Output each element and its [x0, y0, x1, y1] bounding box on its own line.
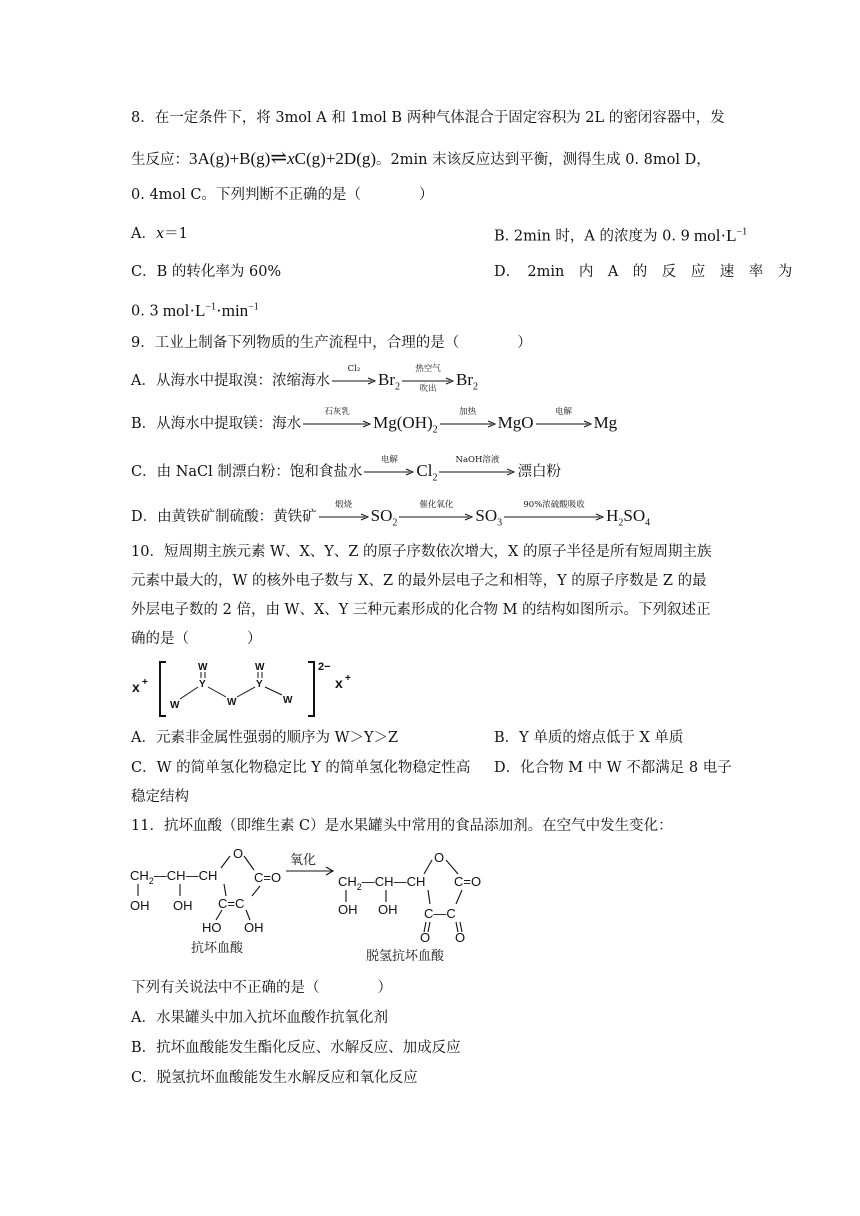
q8-option-d-cont: 0. 3 $mol\cdot L^{-1}\cdot\min^{-1}$ — [131, 300, 259, 320]
svg-text:Y: Y — [256, 679, 263, 690]
q8-stem-line3: 0. 4mol C。下列判断不正确的是（ ） — [131, 187, 434, 203]
q11-question: 下列有关说法中不正确的是（ ） — [131, 980, 392, 996]
compound-m-structure — [130, 656, 370, 722]
q10-stem-line1: 10．短周期主族元素 W、X、Y、Z 的原子序数依次增大，X 的原子半径是所有短周期主族 — [131, 544, 712, 560]
q11-stem: 11．抗坏血酸（即维生素 C）是水果罐头中常用的食品添加剂。在空气中发生变化： — [131, 818, 673, 834]
svg-text:CH2—CH—CH: $CH_2—CH—CH$ — [338, 874, 426, 892]
svg-text:抗坏血酸: 抗坏血酸 — [191, 940, 244, 955]
svg-text:W: W — [227, 697, 237, 708]
svg-text:W: W — [170, 700, 180, 711]
q8-equation: 3A(g)+B(g)⇌xC(g)+2D(g) — [189, 147, 377, 169]
svg-text:Y: Y — [199, 679, 206, 690]
q8-option-d: D． 2min 内 A 的 反 应 速 率 为 — [494, 264, 793, 280]
q9-option-c: C．由 NaCl 制漂白粉：饱和食盐水 电解 $Cl_2$ NaOH溶液 漂白粉 — [131, 455, 561, 484]
q9-option-b: B．从海水中提取镁：海水 石灰乳 $Mg(OH)_2$ 加热 MgO 电解 Mg — [131, 407, 618, 436]
q9-option-d: D．由黄铁矿制硫酸：黄铁矿 煅烧 $SO_2$ 催化氧化 $SO_3$ 90%浓硫酸吸收 $H_2SO_4$ — [131, 500, 651, 529]
q10-stem-line2: 元素中最大的，W 的核外电子数与 X、Z 的最外层电子之和相等，Y 的原子序数是 Z 的最 — [131, 573, 707, 589]
q8-option-b: B. 2min 时，A 的浓度为 0. 9 $mol\cdot L^{-1}$ — [494, 225, 748, 245]
q11-option-a: A．水果罐头中加入抗坏血酸作抗氧化剂 — [131, 1010, 388, 1026]
reaction-arrow: 加热 — [440, 414, 496, 434]
q10-option-a: A．元素非金属性强弱的顺序为 W＞Y＞Z — [131, 730, 399, 746]
svg-text:O: O — [434, 850, 445, 865]
q10-stem-line4: 确的是（ ） — [131, 631, 262, 647]
svg-text:OH: OH — [130, 898, 150, 913]
svg-text:氧化: 氧化 — [290, 852, 317, 867]
reaction-arrow: 煅烧 — [319, 507, 369, 527]
svg-text:O: O — [455, 930, 466, 945]
svg-text:OH: OH — [173, 898, 193, 913]
reaction-arrow: 90%浓硫酸吸收 — [504, 507, 604, 527]
q10-option-d: D．化合物 M 中 W 不都满足 8 电子 — [494, 760, 732, 776]
svg-text:脱氢抗坏血酸: 脱氢抗坏血酸 — [366, 948, 445, 963]
svg-text:+: + — [345, 673, 351, 684]
vitamin-c-oxidation-diagram — [128, 846, 508, 966]
q10-option-d-cont: 稳定结构 — [131, 789, 189, 805]
svg-text:W: W — [198, 662, 208, 673]
svg-text:O: O — [420, 930, 431, 945]
q10-option-c: C．W 的简单氢化物稳定比 Y 的简单氢化物稳定性高 — [131, 760, 471, 776]
svg-text:C=C: C=C — [218, 896, 245, 911]
q8-stem-line1: 8．在一定条件下，将 3mol A 和 1mol B 两种气体混合于固定容积为 2L 的密闭容器中，发 — [131, 110, 725, 126]
svg-text:C—C: C—C — [424, 906, 456, 921]
q9-stem: 9．工业上制备下列物质的生产流程中，合理的是（ ） — [131, 335, 532, 351]
svg-text:O: O — [233, 846, 244, 861]
q8-option-c: C．B 的转化率为 60% — [131, 264, 282, 280]
svg-text:W: W — [283, 695, 293, 706]
svg-text:OH: OH — [338, 902, 358, 917]
reaction-arrow: 石灰乳 — [303, 414, 371, 434]
svg-text:+: + — [142, 677, 148, 688]
q10-option-b: B．Y 单质的熔点低于 X 单质 — [494, 730, 684, 746]
svg-text:x: x — [335, 675, 343, 691]
q8-option-a: A．x＝1 — [131, 226, 188, 242]
svg-text:2−: 2− — [318, 661, 331, 673]
svg-text:C=O: C=O — [454, 874, 482, 889]
q9-option-a: A．从海水中提取溴：浓缩海水 Cl₂ $Br_2$ 热空气 吹出 $Br_2$ — [131, 364, 478, 394]
q8-stem-line2: 生反应：3A(g)+B(g)⇌xC(g)+2D(g)。2min 末该反应达到平衡，测得生成 0. 8mol D， — [131, 147, 711, 169]
q10-stem-line3: 外层电子数的 2 倍，由 W、X、Y 三种元素形成的化合物 M 的结构如图所示。下列叙述正 — [131, 602, 711, 618]
svg-text:C=O: C=O — [254, 870, 282, 885]
q11-option-c: C．脱氢抗坏血酸能发生水解反应和氧化反应 — [131, 1070, 418, 1086]
svg-text:OH: OH — [378, 902, 398, 917]
svg-text:x: x — [132, 679, 140, 695]
reaction-arrow: 电解 — [364, 462, 414, 482]
reaction-arrow: 电解 — [536, 414, 592, 434]
svg-text:CH2—CH—CH: $CH_2—CH—CH$ — [130, 868, 218, 886]
reaction-arrow: 催化氧化 — [399, 507, 473, 527]
svg-text:HO: HO — [202, 920, 222, 935]
svg-text:W: W — [255, 662, 265, 673]
reaction-arrow: Cl₂ — [332, 371, 376, 391]
reaction-arrow: 热空气 吹出 — [402, 371, 454, 391]
svg-text:OH: OH — [244, 920, 264, 935]
reaction-arrow: NaOH溶液 — [439, 462, 515, 482]
q11-option-b: B．抗坏血酸能发生酯化反应、水解反应、加成反应 — [131, 1040, 461, 1056]
